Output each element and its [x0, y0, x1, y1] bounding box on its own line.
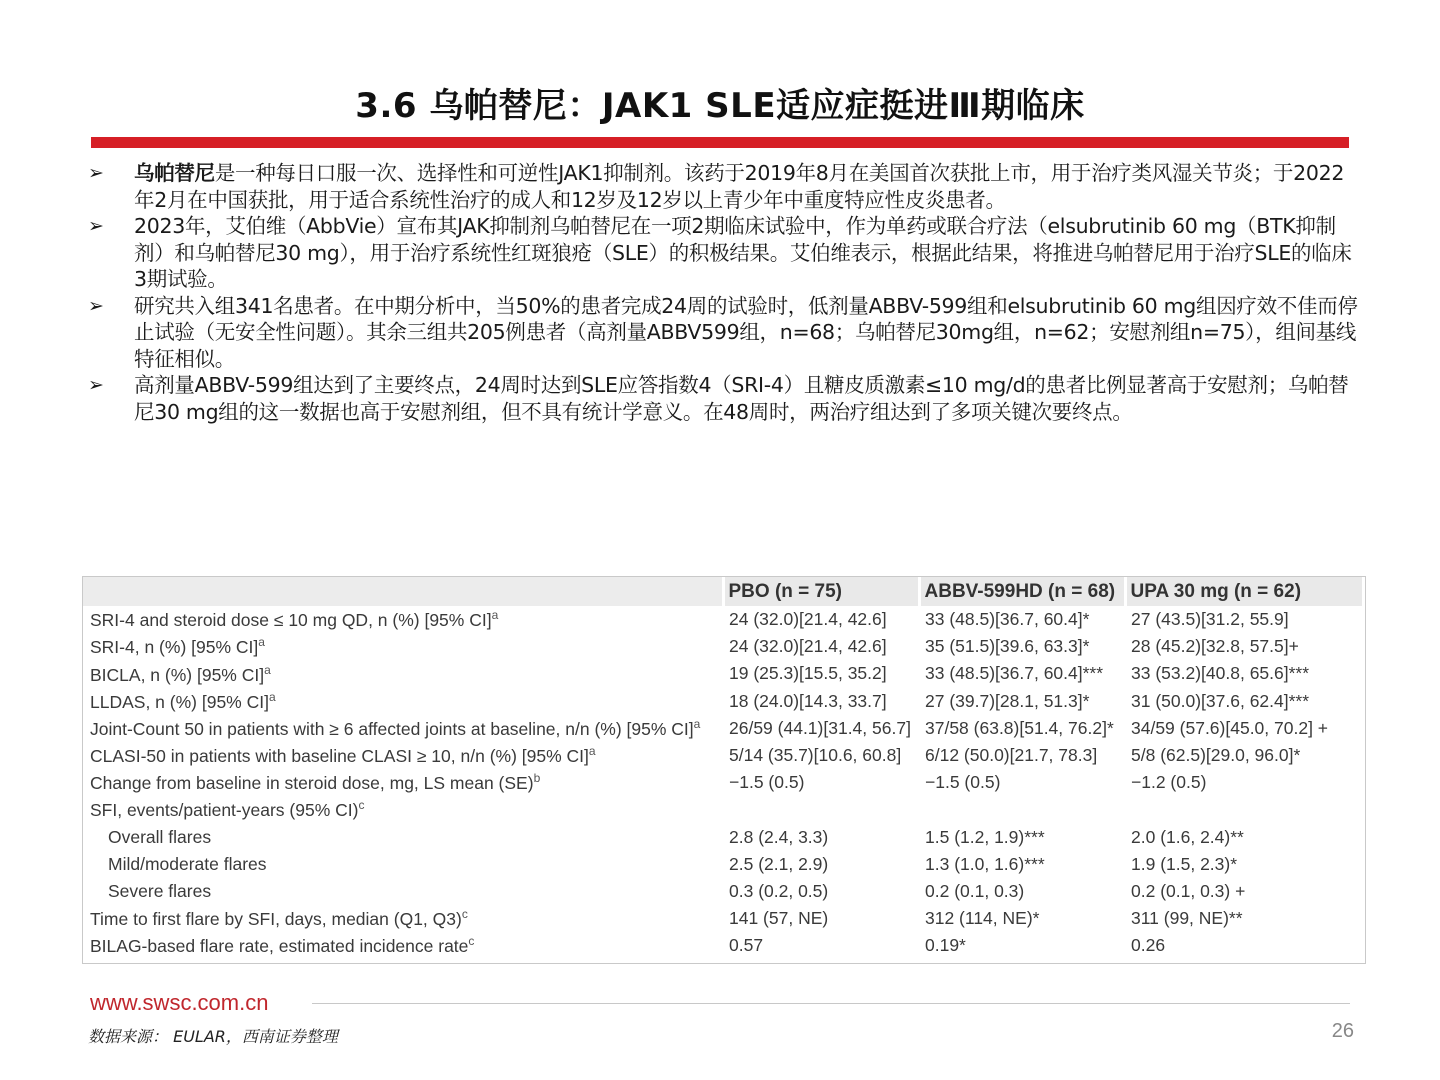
cell-abbv: 6/12 (50.0)[21.7, 78.3] [925, 745, 1098, 766]
cell-upa: 1.9 (1.5, 2.3)* [1131, 853, 1238, 874]
cell-upa: 31 (50.0)[37.6, 62.4]*** [1131, 690, 1310, 711]
row-label: SFI, events/patient-years (95% CI) [90, 800, 359, 821]
row-label-cell [83, 905, 723, 932]
row-label-cell [83, 824, 723, 851]
footnote-marker: a [268, 689, 276, 704]
arrow-bullet-icon: ➢ [88, 215, 104, 237]
row-label-cell [83, 742, 723, 769]
cell-upa: 2.0 (1.6, 2.4)** [1131, 826, 1244, 847]
cell-pbo: 19 (25.3)[15.5, 35.2] [729, 663, 887, 684]
cell-abbv: 312 (114, NE)* [925, 908, 1040, 929]
arrow-bullet-icon: ➢ [88, 162, 104, 184]
arrow-bullet-icon: ➢ [88, 374, 104, 396]
header-cell-pbo: PBO (n = 75) [723, 577, 919, 606]
row-label: BICLA, n (%) [95% CI] [90, 664, 265, 685]
cell-abbv: 33 (48.5)[36.7, 60.4]*** [925, 663, 1104, 684]
cell-abbv: 35 (51.5)[39.6, 63.3]* [925, 636, 1090, 657]
cell-upa: 28 (45.2)[32.8, 57.5]+ [1131, 636, 1299, 657]
bullet-text: 研究共入组341名患者。在中期分析中，当50%的患者完成24周的试验时，低剂量ABBV-599组和elsubrutinib 60 mg组因疗效不佳而停止试验（无安全性问题）。其余三组共205例患者（高剂量ABBV599组，n=68；乌帕替尼30mg组，n=62；安慰剂组n=75），组间基线特征相似。 [134, 293, 1358, 371]
footnote-marker: a [588, 744, 596, 759]
results-table [83, 577, 1365, 959]
header-cell-upa: UPA 30 mg (n = 62) [1125, 577, 1364, 606]
header-cell-label [83, 577, 723, 606]
row-label-cell [83, 633, 723, 660]
row-label: Mild/moderate flares [108, 853, 267, 874]
cell-abbv: −1.5 (0.5) [925, 772, 1001, 793]
cell-pbo: 24 (32.0)[21.4, 42.6] [729, 609, 887, 630]
cell-pbo: 24 (32.0)[21.4, 42.6] [729, 636, 887, 657]
row-label: SRI-4, n (%) [95% CI] [90, 637, 259, 658]
page-number: 26 [1331, 1020, 1354, 1042]
bullet-text: 2023年，艾伯维（AbbVie）宣布其JAK抑制剂乌帕替尼在一项2期临床试验中，作为单药或联合疗法（elsubrutinib 60 mg（BTK抑制剂）和乌帕替尼30 mg），用于治疗系统性红斑狼疮（SLE）的积极结果。艾伯维表示，根据此结果，将推进乌帕替尼用于治疗SLE的临床3期试验。 [134, 214, 1352, 291]
arrow-bullet-icon: ➢ [88, 294, 104, 317]
cell-pbo: 0.3 (0.2, 0.5) [729, 880, 829, 901]
cell-abbv: 0.19* [925, 935, 966, 956]
row-label-cell [83, 688, 723, 715]
table-row [83, 688, 1364, 715]
footnote-marker: c [468, 934, 475, 949]
footer-divider [312, 1003, 1350, 1004]
table-row [83, 932, 1364, 959]
cell-pbo: 18 (24.0)[14.3, 33.7] [729, 690, 887, 711]
row-label: SRI-4 and steroid dose ≤ 10 mg QD, n (%) [95% CI] [90, 610, 492, 630]
bullet-item [88, 372, 1358, 425]
footnote-marker: c [358, 798, 365, 813]
footnote-marker: a [693, 716, 701, 731]
row-label: CLASI-50 in patients with baseline CLASI ≥ 10, n/n (%) [95% CI] [90, 745, 589, 766]
cell-upa: 0.26 [1131, 935, 1166, 956]
cell-upa: 33 (53.2)[40.8, 65.6]*** [1131, 663, 1310, 684]
data-source-note: 数据来源： EULAR，西南证券整理 [88, 1027, 338, 1046]
table-row [83, 796, 1364, 823]
row-label-cell [83, 769, 723, 796]
row-label-cell [83, 715, 723, 742]
header-cell-abbv: ABBV-599HD (n = 68) [919, 577, 1125, 606]
cell-upa: −1.2 (0.5) [1131, 772, 1207, 793]
row-label: Overall flares [108, 826, 212, 847]
footnote-marker: c [461, 907, 468, 922]
cell-abbv: 33 (48.5)[36.7, 60.4]* [925, 609, 1090, 630]
row-label-cell [83, 851, 723, 878]
table-row [83, 769, 1364, 796]
table-row [83, 633, 1364, 660]
row-label-cell [83, 796, 723, 823]
cell-pbo: 5/14 (35.7)[10.6, 60.8] [729, 745, 902, 766]
table-row [83, 851, 1364, 878]
table-row [83, 660, 1364, 687]
table-row [83, 742, 1364, 769]
row-label: Severe flares [108, 880, 212, 901]
cell-abbv: 27 (39.7)[28.1, 51.3]* [925, 690, 1090, 711]
cell-pbo: −1.5 (0.5) [729, 772, 805, 793]
footnote-marker: a [491, 608, 499, 623]
table-row [83, 824, 1364, 851]
bullet-text: 是一种每日口服一次、选择性和可逆性JAK1抑制剂。该药于2019年8月在美国首次获批上市，用于治疗类风湿关节炎；于2022年2月在中国获批，用于适合系统性治疗的成人和12岁及12岁以上青少年中重度特应性皮炎患者。 [134, 161, 1345, 212]
bullet-bold-text: 乌帕替尼 [134, 161, 215, 185]
row-label: Time to first flare by SFI, days, median (Q1, Q3) [90, 909, 462, 930]
results-table-container [82, 576, 1366, 964]
row-label: BILAG-based flare rate, estimated incidence rate [90, 936, 469, 957]
cell-upa [1125, 796, 1364, 823]
row-label-cell [83, 878, 723, 905]
bullet-list [88, 160, 1358, 425]
footnote-marker: a [258, 635, 265, 650]
cell-pbo: 141 (57, NE) [729, 908, 829, 929]
table-row [83, 905, 1364, 932]
row-label-cell [83, 606, 723, 633]
cell-pbo: 26/59 (44.1)[31.4, 56.7] [729, 717, 911, 738]
cell-abbv: 1.5 (1.2, 1.9)*** [925, 826, 1045, 847]
cell-abbv: 37/58 (63.8)[51.4, 76.2]* [925, 717, 1114, 738]
row-label-cell [83, 660, 723, 687]
row-label: Change from baseline in steroid dose, mg, LS mean (SE) [90, 773, 534, 794]
row-label: Joint-Count 50 in patients with ≥ 6 affected joints at baseline, n/n (%) [95% CI] [90, 718, 694, 739]
cell-upa: 5/8 (62.5)[29.0, 96.0]* [1131, 745, 1301, 766]
bullet-item [88, 293, 1358, 373]
row-label-cell [83, 932, 723, 959]
cell-pbo: 0.57 [729, 935, 764, 956]
bullet-item [88, 213, 1358, 293]
cell-abbv [919, 796, 1125, 823]
footnote-marker: a [264, 662, 271, 677]
footnote-marker: b [533, 771, 541, 786]
footer-url: www.swsc.com.cn [90, 990, 269, 1015]
cell-pbo: 2.8 (2.4, 3.3) [729, 826, 829, 847]
cell-upa: 0.2 (0.1, 0.3) + [1131, 880, 1246, 901]
cell-pbo: 2.5 (2.1, 2.9) [729, 853, 829, 874]
cell-upa: 34/59 (57.6)[45.0, 70.2] + [1131, 717, 1329, 738]
cell-pbo [723, 796, 919, 823]
cell-upa: 311 (99, NE)** [1131, 908, 1243, 929]
table-row [83, 606, 1364, 633]
table-header-row [83, 577, 1364, 606]
table-row [83, 715, 1364, 742]
title-accent-bar [91, 137, 1349, 148]
cell-abbv: 0.2 (0.1, 0.3) [925, 880, 1025, 901]
table-row [83, 878, 1364, 905]
cell-upa: 27 (43.5)[31.2, 55.9] [1131, 609, 1289, 630]
page-title: 3.6 乌帕替尼：JAK1 SLE适应症挺进Ⅲ期临床 [355, 86, 1085, 126]
bullet-text: 高剂量ABBV-599组达到了主要终点，24周时达到SLE应答指数4（SRI-4）且糖皮质激素≤10 mg/d的患者比例显著高于安慰剂；乌帕替尼30 mg组的这一数据也高于安慰剂组，但不具有统计学意义。在48周时，两治疗组达到了多项关键次要终点。 [134, 373, 1349, 424]
cell-abbv: 1.3 (1.0, 1.6)*** [925, 853, 1045, 874]
bullet-item [88, 160, 1358, 213]
row-label: LLDAS, n (%) [95% CI] [90, 691, 269, 712]
